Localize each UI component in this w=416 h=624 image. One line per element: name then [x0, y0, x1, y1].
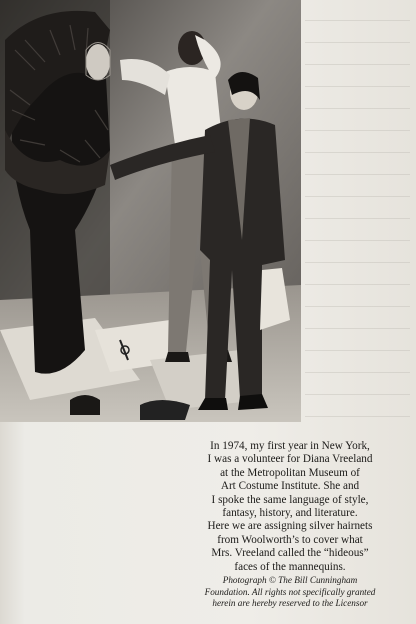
bleed-through-text: [305, 20, 410, 430]
caption-line: In 1974, my first year in New York,: [210, 440, 370, 452]
photo-credit-line: Foundation. All rights not specifically granted: [204, 586, 376, 597]
caption-line: fantasy, history, and literature.: [222, 507, 358, 520]
caption-line: Art Costume Institute. She and: [220, 480, 360, 493]
caption-line: from Woolworth’s to cover what: [217, 533, 363, 546]
archival-photograph: [0, 0, 301, 422]
caption-line: I was a volunteer for Diana Vreeland: [207, 453, 373, 466]
caption-line: I spoke the same language of style,: [211, 493, 369, 506]
caption-line: Mrs. Vreeland called the “hideous”: [211, 547, 369, 560]
caption-line: Here we are assigning silver hairnets: [207, 520, 373, 533]
photo-credit-line: Photograph © The Bill Cunningham: [222, 575, 358, 586]
caption-line: faces of the mannequins.: [234, 560, 346, 573]
photo-credit-line: herein are hereby reserved to the Licensor: [212, 598, 368, 609]
caption-line: at the Metropolitan Museum of: [220, 466, 360, 479]
photo-caption: [176, 440, 404, 610]
